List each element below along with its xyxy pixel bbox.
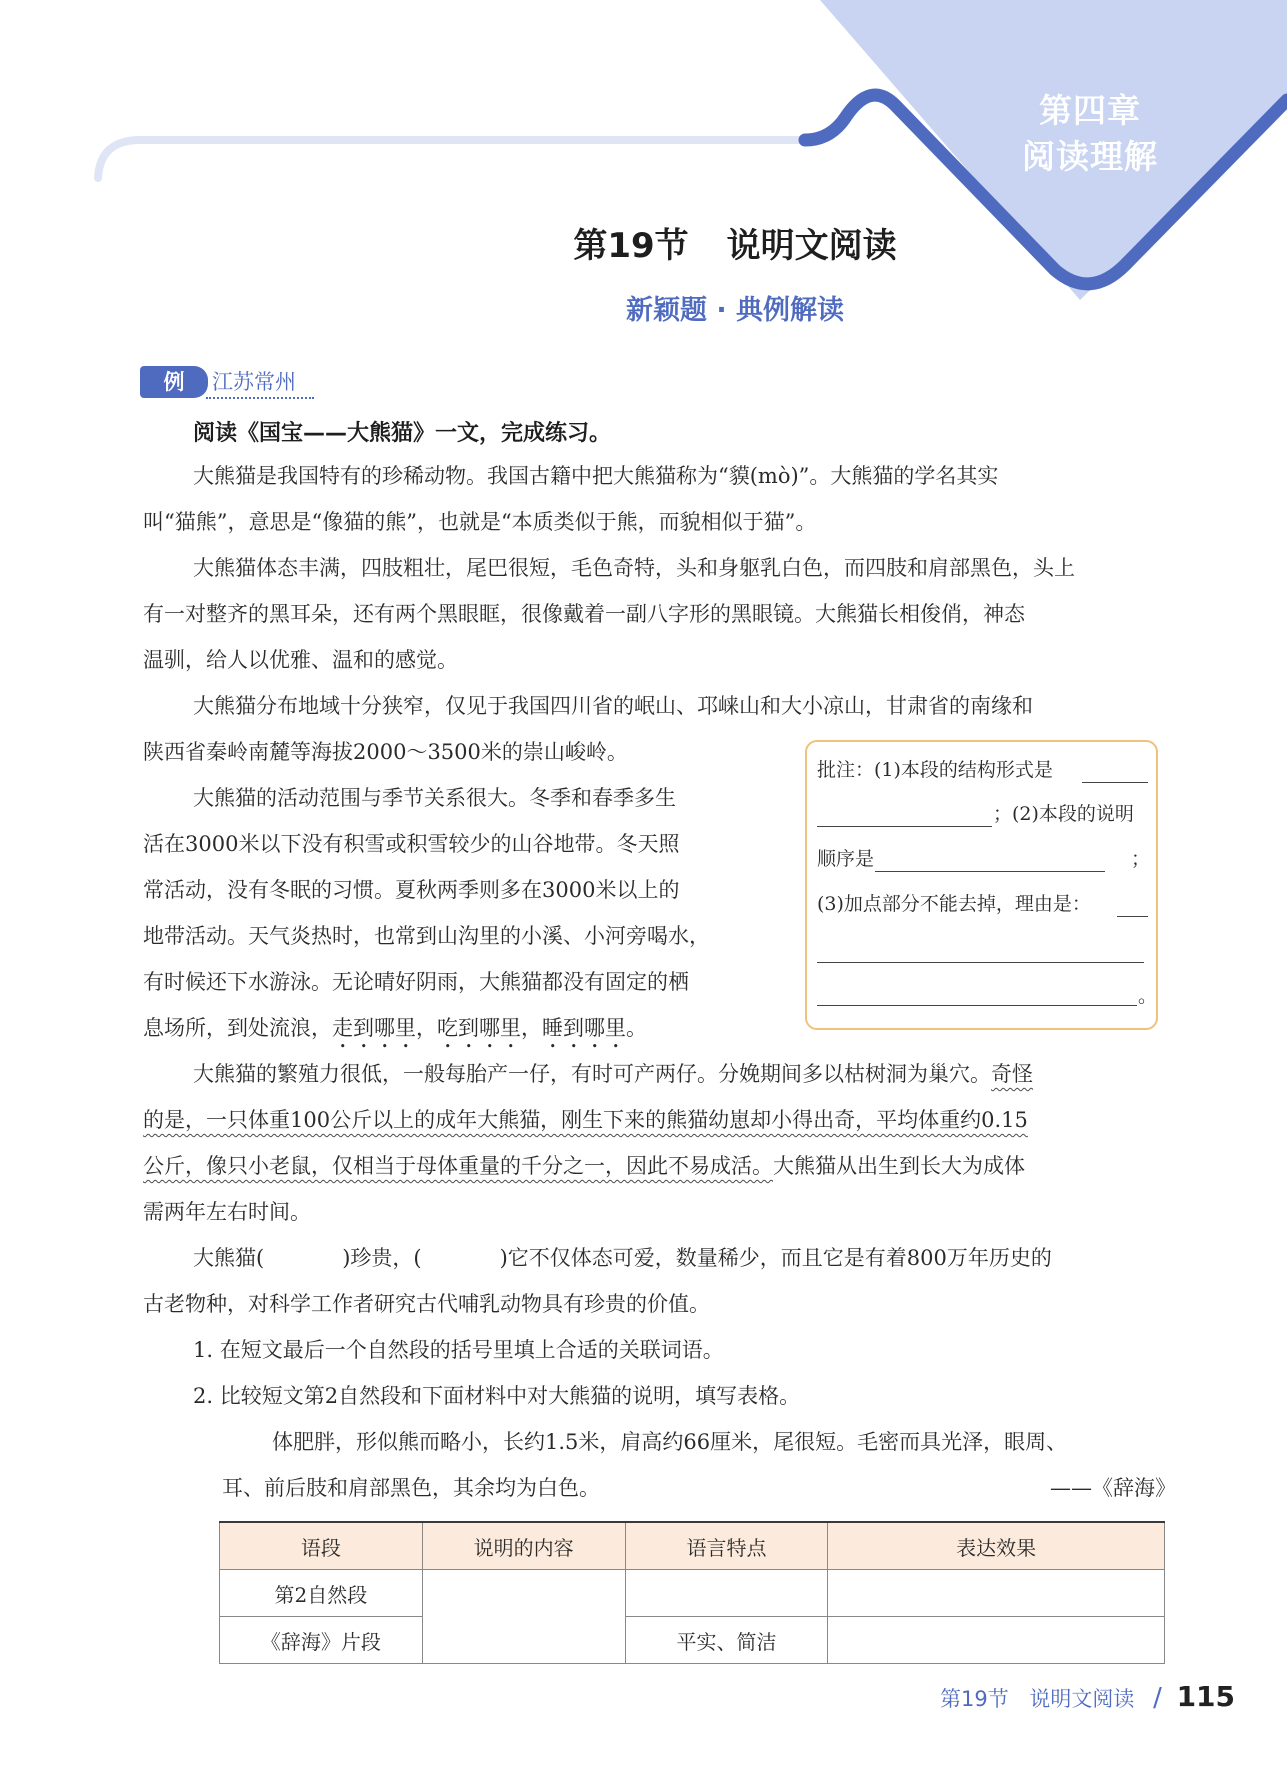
annotation-line: 顺序是 (817, 848, 875, 870)
wavy-underlined-text: 奇怪 (991, 1062, 1033, 1086)
section-number: 第19节 (573, 226, 689, 266)
chapter-title: 阅读理解 (1022, 137, 1158, 176)
quote-source: ——《辞海》 (1050, 1476, 1176, 1500)
footer-separator: / (1153, 1683, 1162, 1713)
region-underline (206, 397, 314, 399)
passage-text: )它不仅体态可爱，数量稀少，而且它是有着800万年历史的 (499, 1246, 1052, 1270)
quote-line: 体肥胖，形似熊而略小，长约1.5米，肩高约66厘米，尾很短。毛密而具光泽，眼周、 (272, 1430, 1068, 1454)
passage-line: 陕西省秦岭南麓等海拔2000～3500米的崇山峻岭。 (143, 740, 628, 764)
comparison-table (219, 1521, 1165, 1664)
passage-line: 需两年左右时间。 (143, 1200, 311, 1224)
answer-line[interactable] (817, 826, 992, 827)
passage-line: 有时候还下水游泳。无论晴好阴雨，大熊猫都没有固定的栖 (143, 970, 689, 994)
footer-section: 第19节 (940, 1687, 1009, 1711)
passage-line: 地带活动。天气炎热时，也常到山沟里的小溪、小河旁喝水， (143, 924, 710, 948)
table-row (220, 1617, 1165, 1664)
passage-line: 大熊猫分布地域十分狭窄，仅见于我国四川省的岷山、邛崃山和大小凉山，甘肃省的南缘和 (193, 694, 1033, 718)
table-answer-cell[interactable] (828, 1570, 1165, 1617)
question-2: 2. 比较短文第2自然段和下面材料中对大熊猫的说明，填写表格。 (193, 1384, 801, 1408)
passage-line: 叫“猫熊”，意思是“像猫的熊”，也就是“本质类似于熊，而貌相似于猫”。 (143, 510, 817, 534)
wavy-underlined-line: 的是，一只体重100公斤以上的成年大熊猫，刚生下来的熊猫幼崽却小得出奇，平均体重约0.15 (143, 1108, 1028, 1132)
wavy-underlined-text: 公斤，像只小老鼠，仅相当于母体重量的千分之一，因此不易成活。 (143, 1154, 773, 1178)
table-cell-value: 平实、简洁 (625, 1617, 828, 1664)
answer-line[interactable] (817, 962, 1144, 963)
question-1: 1. 在短文最后一个自然段的括号里填上合适的关联词语。 (193, 1338, 724, 1362)
annotation-line: ； (1131, 848, 1151, 870)
passage-text: 大熊猫从出生到长大为成体 (773, 1154, 1025, 1178)
page-title (0, 218, 1287, 267)
table-row (220, 1570, 1165, 1617)
table-header-cell: 语言特点 (625, 1522, 828, 1570)
annotation-line: ；(2)本段的说明 (993, 803, 1134, 825)
annotation-line: (3)加点部分不能去掉，理由是： (817, 893, 1091, 915)
answer-line[interactable] (1117, 916, 1148, 917)
passage-line (193, 1059, 1033, 1089)
passage-line: 大熊猫的活动范围与季节关系很大。冬季和春季多生 (193, 786, 676, 810)
table-header-row (220, 1522, 1165, 1570)
table-cell-label: 第2自然段 (220, 1570, 423, 1617)
page-number: 115 (1176, 1680, 1236, 1713)
annotation-line: 批注：(1)本段的结构形式是 (817, 759, 1053, 781)
chapter-number: 第四章 (1039, 91, 1141, 130)
emphasized-text: 走到哪里，吃到哪里，睡到哪里 (332, 1016, 626, 1040)
table-header-cell: 表达效果 (828, 1522, 1165, 1570)
passage-text: 大熊猫的繁殖力很低，一般每胎产一仔，有时可产两仔。分娩期间多以枯树洞为巢穴。 (193, 1062, 991, 1086)
passage-line: 常活动，没有冬眠的习惯。夏秋两季则多在3000米以上的 (143, 878, 680, 902)
passage-line (143, 1151, 1025, 1181)
example-instruction: 阅读《国宝——大熊猫》一文，完成练习。 (193, 421, 612, 446)
passage-line: 古老物种，对科学工作者研究古代哺乳动物具有珍贵的价值。 (143, 1292, 710, 1316)
section-name: 说明文阅读 (726, 226, 897, 266)
quote-line: 耳、前后肢和肩部黑色，其余均为白色。 (222, 1476, 600, 1500)
passage-text: 息场所，到处流浪， (143, 1016, 332, 1040)
example-region: 江苏常州 (212, 370, 296, 394)
passage-line (193, 1243, 1052, 1273)
annotation-line: 。 (1138, 985, 1158, 1007)
passage-line: 大熊猫体态丰满，四肢粗壮，尾巴很短，毛色奇特，头和身躯乳白色，而四肢和肩部黑色，头上 (193, 556, 1075, 580)
passage-line: 有一对整齐的黑耳朵，还有两个黑眼眶，很像戴着一副八字形的黑眼镜。大熊猫长相俊俏，神态 (143, 602, 1025, 626)
example-tag: 例 (140, 366, 208, 398)
table-answer-cell[interactable] (625, 1570, 828, 1617)
footer-name: 说明文阅读 (1029, 1687, 1135, 1711)
passage-line: 活在3000米以下没有积雪或积雪较少的山谷地带。冬天照 (143, 832, 680, 856)
passage-text: 。 (626, 1016, 647, 1040)
table-header-cell: 语段 (220, 1522, 423, 1570)
passage-line (143, 1013, 647, 1053)
table-cell-label: 《辞海》片段 (220, 1617, 423, 1664)
answer-line[interactable] (1082, 782, 1148, 783)
table-header-cell: 说明的内容 (422, 1522, 625, 1570)
passage-line: 大熊猫是我国特有的珍稀动物。我国古籍中把大熊猫称为“貘(mò)”。大熊猫的学名其实 (193, 464, 999, 488)
table-answer-cell[interactable] (828, 1617, 1165, 1664)
page-subtitle: 新颖题 · 典例解读 (625, 295, 845, 326)
chapter-label (1005, 88, 1175, 180)
passage-text: 大熊猫( (193, 1246, 265, 1270)
page-footer (940, 1680, 1235, 1713)
passage-line: 温驯，给人以优雅、温和的感觉。 (143, 648, 458, 672)
passage-text: )珍贵，( (342, 1246, 422, 1270)
table-answer-cell[interactable] (422, 1570, 625, 1664)
answer-line[interactable] (817, 1005, 1137, 1006)
answer-line[interactable] (875, 871, 1105, 872)
